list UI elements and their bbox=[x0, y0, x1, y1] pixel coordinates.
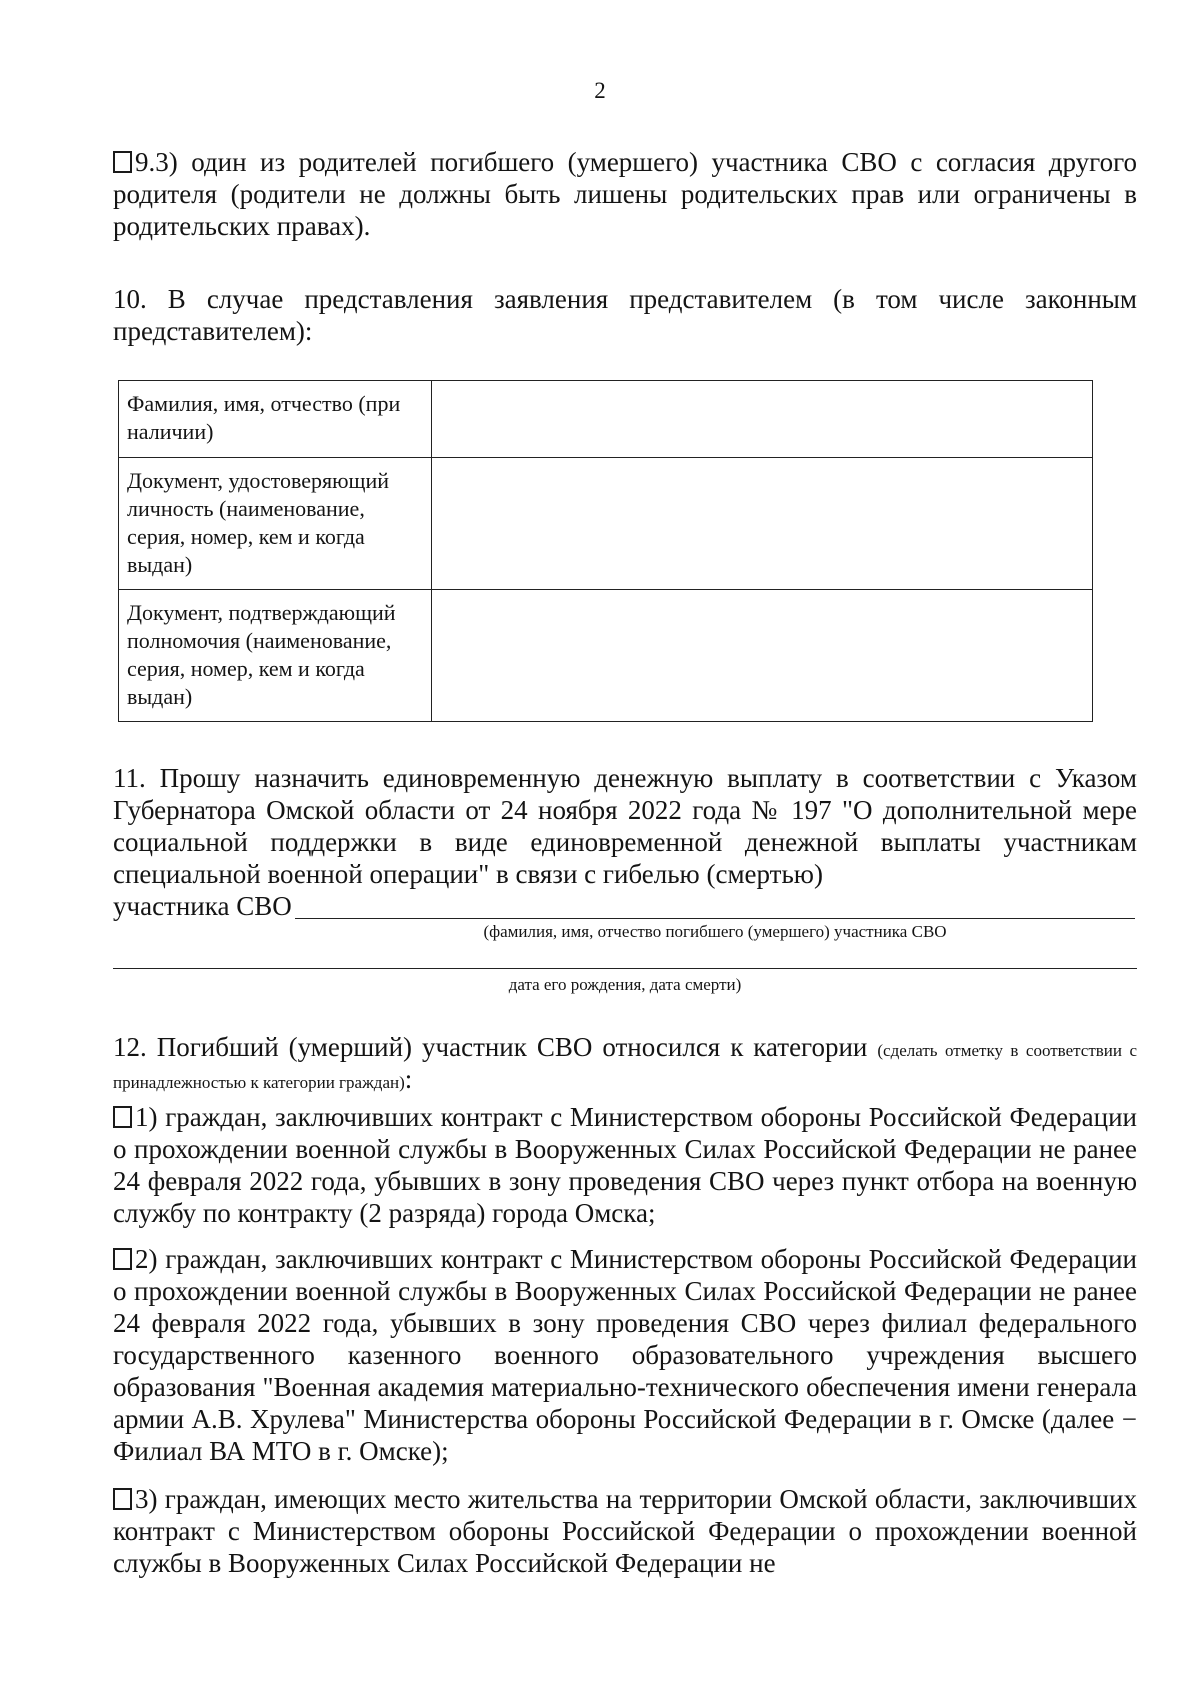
participant-dates-line[interactable] bbox=[113, 968, 1137, 969]
category-option-3-text: 3) граждан, имеющих место жительства на территории Омской области, заключивших контракт с Министерством обороны Российской Федерации о прохождении военной службы в Вооруженных Силах Российской Федерации не bbox=[113, 1484, 1137, 1578]
item-9-3 bbox=[113, 146, 1137, 242]
row-label-authority-document: Документ, подтверждающий полномочия (наименование, серия, номер, кем и когда выдан) bbox=[119, 590, 432, 722]
row-value-fio[interactable] bbox=[432, 381, 1093, 458]
category-option-2 bbox=[113, 1243, 1137, 1467]
row-value-id-document[interactable] bbox=[432, 458, 1093, 590]
item-10 bbox=[113, 283, 1137, 347]
category-option-2-text: 2) граждан, заключивших контракт с Министерством обороны Российской Федерации о прохождении военной службы в Вооруженных Силах Российской Федерации не ранее 24 февраля 2022 года, убывших в зону проведения СВО через филиал федерального государственного казенного военного образовательного учреждения высшего образования "Военная академия материально-технического обеспечения имени генерала армии А.В. Хрулева" Министерства обороны Российской Федерации в г. Омске (далее − Филиал ВА МТО в г. Омске); bbox=[113, 1244, 1137, 1466]
category-option-1-text: 1) граждан, заключивших контракт с Министерством обороны Российской Федерации о прохождении военной службы в Вооруженных Силах Российской Федерации не ранее 24 февраля 2022 года, убывших в зону проведения СВО через пункт отбора на военную службу по контракту (2 разряда) города Омска; bbox=[113, 1102, 1137, 1228]
caption-participant-name: (фамилия, имя, отчество погибшего (умершего) участника СВО bbox=[483, 922, 947, 941]
row-value-authority-document[interactable] bbox=[432, 590, 1093, 722]
caption-participant-dates: дата его рождения, дата смерти) bbox=[508, 975, 742, 994]
checkbox-category-2[interactable] bbox=[113, 1248, 132, 1270]
item-12-hint: (сделать отметку в соответствии с принадлежностью к категории граждан) bbox=[113, 1041, 1138, 1092]
table-row bbox=[119, 381, 1093, 458]
participant-label: участника СВО bbox=[113, 891, 292, 921]
item-11 bbox=[113, 762, 1137, 890]
category-option-3 bbox=[113, 1483, 1137, 1579]
table-row bbox=[119, 458, 1093, 590]
item-12-text: Погибший (умерший) участник СВО относился к категории bbox=[156, 1032, 868, 1062]
item-9-3-text: 9.3) один из родителей погибшего (умершего) участника СВО с согласия другого родителя (родители не должны быть лишены родительских прав или ограничены в родительских правах). bbox=[113, 147, 1137, 241]
item-10-number: 10. bbox=[113, 284, 147, 314]
row-label-id-document: Документ, удостоверяющий личность (наименование, серия, номер, кем и когда выдан) bbox=[119, 458, 432, 590]
checkbox-category-3[interactable] bbox=[113, 1488, 132, 1510]
representative-table bbox=[118, 380, 1093, 722]
item-11-number: 11. bbox=[113, 763, 146, 793]
checkbox-category-1[interactable] bbox=[113, 1106, 132, 1128]
item-10-text: В случае представления заявления представителем (в том числе законным представителем): bbox=[113, 284, 1137, 346]
table-row bbox=[119, 590, 1093, 722]
row-label-fio: Фамилия, имя, отчество (при наличии) bbox=[119, 381, 432, 458]
item-11-text: Прошу назначить единовременную денежную выплату в соответствии с Указом Губернатора Омской области от 24 ноября 2022 года № 197 "О дополнительной мере социальной поддержки в виде единовременной денежной выплаты участникам специальной военной операции" в связи с гибелью (смертью) bbox=[113, 763, 1138, 889]
page-number: 2 bbox=[594, 78, 606, 103]
checkbox-9-3[interactable] bbox=[113, 151, 132, 173]
participant-name-line[interactable] bbox=[295, 918, 1135, 919]
item-12: 12. Погибший (умерший) участник СВО относился к категории (сделать отметку в соответствии с принадлежностью к категории граждан): bbox=[113, 1032, 1138, 1094]
item-12-number: 12. bbox=[113, 1032, 147, 1062]
category-option-1 bbox=[113, 1101, 1137, 1229]
